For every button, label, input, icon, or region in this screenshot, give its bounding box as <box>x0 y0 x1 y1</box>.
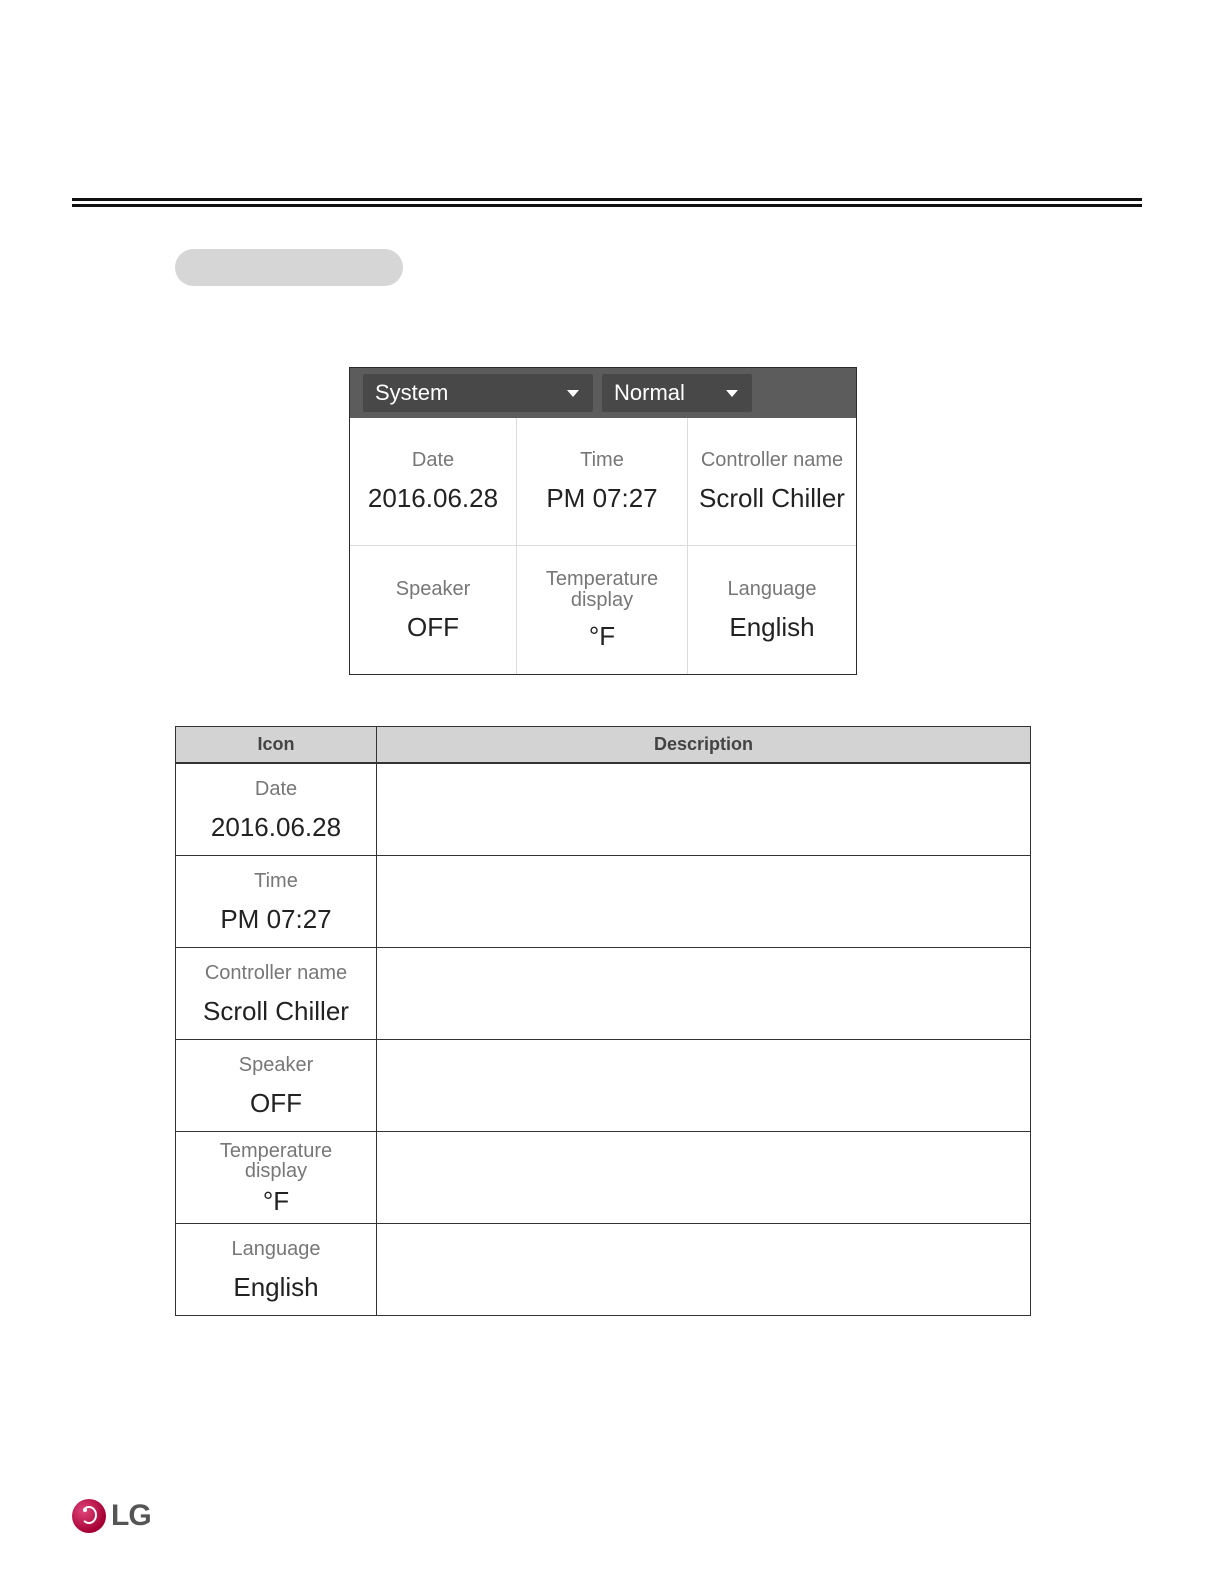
description-cell <box>377 856 1031 948</box>
tile-temperature-display[interactable] <box>517 546 688 674</box>
mode-dropdown[interactable] <box>602 374 752 412</box>
tile-date[interactable] <box>350 418 517 546</box>
icon-cell <box>176 1224 377 1316</box>
category-dropdown[interactable] <box>363 374 593 412</box>
description-cell <box>377 1040 1031 1132</box>
icon-cell <box>176 948 377 1040</box>
lg-face-icon <box>72 1499 106 1533</box>
screen-header-bar <box>350 368 856 418</box>
table-header-row <box>176 727 1031 764</box>
lg-brand-text: LG <box>111 1499 151 1532</box>
tile-language[interactable] <box>688 546 856 674</box>
icon-value: °F <box>262 1185 290 1216</box>
tile-label: Time <box>580 449 624 471</box>
tile-label: Date <box>411 449 455 471</box>
icon-column-header: Icon <box>176 727 377 764</box>
icon-label: Language <box>231 1237 321 1260</box>
description-cell <box>377 1224 1031 1316</box>
tile-value: 2016.06.28 <box>367 483 499 513</box>
tile-value: °F <box>588 621 616 651</box>
table-row <box>176 1132 1031 1224</box>
icon-value: PM 07:27 <box>220 903 332 934</box>
tile-value: English <box>729 611 815 642</box>
tile-label: Controller name <box>700 449 844 471</box>
settings-tile-grid <box>350 418 856 674</box>
settings-screen-panel <box>349 367 857 675</box>
icon-cell <box>176 763 377 856</box>
description-cell <box>377 1132 1031 1224</box>
table-row <box>176 763 1031 856</box>
tile-value: Scroll Chiller <box>699 483 845 513</box>
icon-value: English <box>233 1271 319 1302</box>
section-tab-placeholder <box>175 249 403 286</box>
description-column-header: Description <box>377 727 1031 764</box>
icon-label: Controller name <box>204 961 348 984</box>
icon-label: Time <box>254 869 298 892</box>
description-cell <box>377 763 1031 856</box>
table-row <box>176 1224 1031 1316</box>
icon-cell <box>176 1040 377 1132</box>
table-row <box>176 948 1031 1040</box>
chevron-down-icon <box>567 390 579 397</box>
header-rule <box>72 198 1142 207</box>
tile-time[interactable] <box>517 418 688 546</box>
icon-label: Speaker <box>238 1053 314 1076</box>
lg-logo <box>72 1499 151 1533</box>
table-row <box>176 1040 1031 1132</box>
tile-value: PM 07:27 <box>546 483 658 513</box>
tile-label: Temperature display <box>545 568 659 611</box>
table-row <box>176 856 1031 948</box>
description-cell <box>377 948 1031 1040</box>
tile-value: OFF <box>407 611 459 642</box>
icon-value: Scroll Chiller <box>203 995 349 1026</box>
category-dropdown-label: System <box>375 380 449 405</box>
icon-cell <box>176 1132 377 1224</box>
tile-label: Language <box>727 577 817 600</box>
icon-label: Date <box>254 777 298 800</box>
icon-cell <box>176 856 377 948</box>
icon-label: Temperature display <box>219 1139 333 1182</box>
icon-value: 2016.06.28 <box>210 811 342 842</box>
tile-label: Speaker <box>395 577 471 600</box>
mode-dropdown-label: Normal <box>614 380 685 405</box>
icon-value: OFF <box>250 1087 302 1118</box>
tile-controller-name[interactable] <box>688 418 856 546</box>
tile-speaker[interactable] <box>350 546 517 674</box>
icon-description-table <box>175 726 1031 1316</box>
chevron-down-icon <box>726 390 738 397</box>
